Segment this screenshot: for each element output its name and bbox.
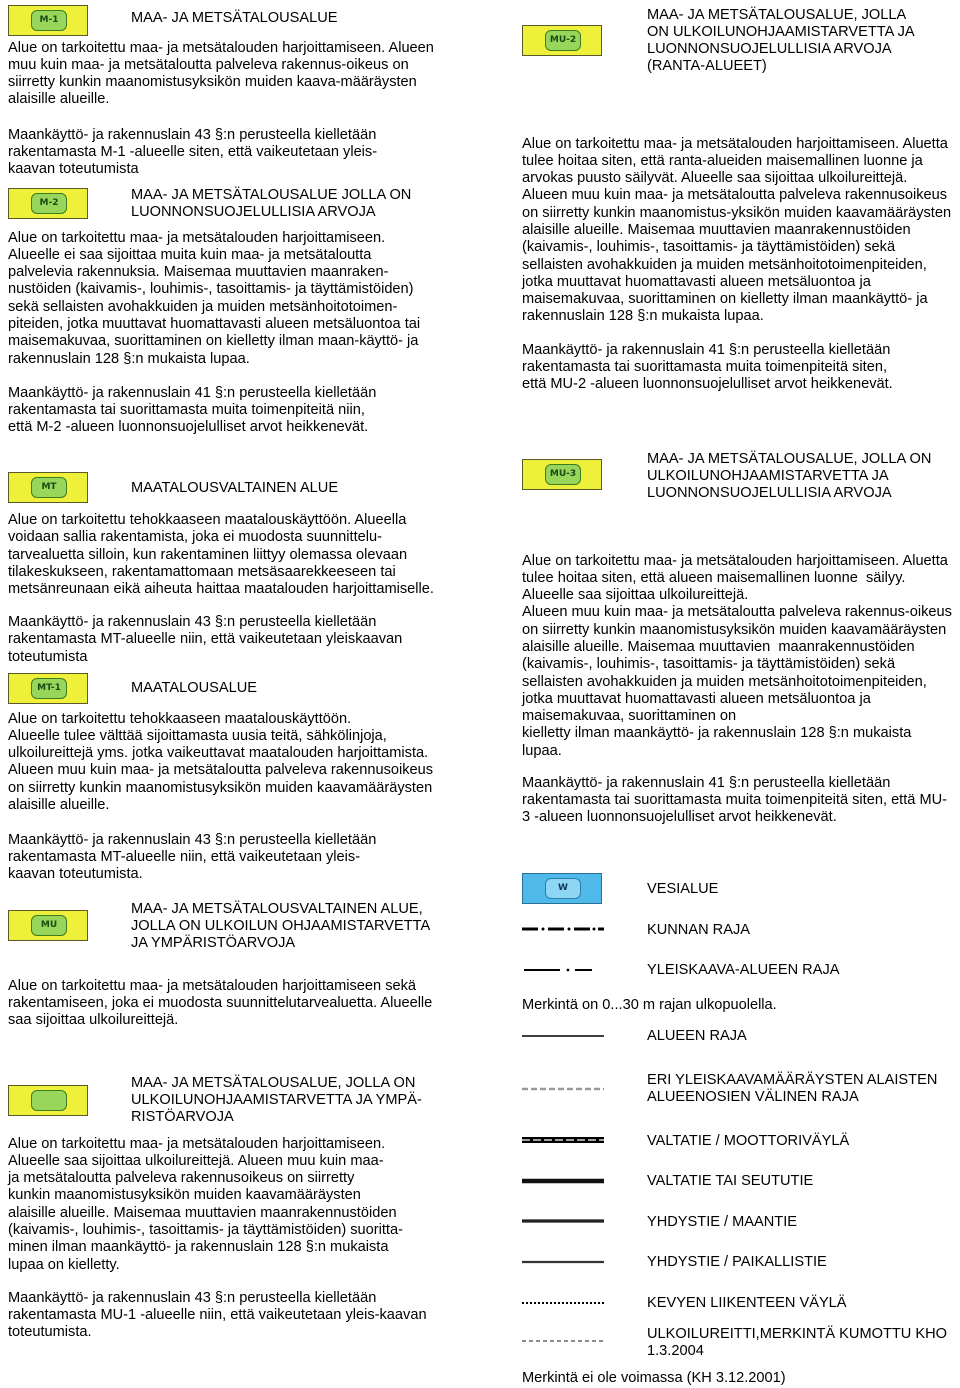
legend-label-main-road: VALTATIE TAI SEUTUTIE: [647, 1172, 814, 1189]
motorway-line-icon: [520, 1134, 606, 1146]
zone-title-mu-1: MAA- JA METSÄTALOUSALUE, JOLLA ON ULKOILUNOHJAAMISTARVETTA JA YMPÄ- RISTÖARVOJA: [131, 1074, 422, 1126]
thick-road-line-icon: [520, 1175, 606, 1187]
zone-description-mt-1: Alue on tarkoitettu tehokkaaseen maatalouskäyttöön. Alueelle tulee välttää sijoittamasta uusia teitä, sähkölinjoja, ulkoilureittejä yms. jotka vaikeuttavat maatalouden harjoittamista. Alueen muu kuin maa- ja metsätaloutta palveleva rakennusoikeus on siirretty kunkin maanomistusyksikön muiden kaavamääräysten alaisille alueille.: [8, 710, 434, 813]
gray-dashed-line-icon: [520, 1083, 606, 1095]
badge-label: MU-2: [545, 30, 581, 51]
zone-title-m-1: MAA- JA METSÄTALOUSALUE: [131, 9, 338, 26]
zone-title-mu-3: MAA- JA METSÄTALOUSALUE, JOLLA ON ULKOILUNOHJAAMISTARVETTA JA LUONNONSUOJELULLISIA ARVOJA: [647, 450, 932, 502]
zone-regulation-mu-1: Maankäyttö- ja rakennuslain 43 §:n perusteella kielletään rakentamasta MU-1 -alueelle niin, että vaikeutetaan yleis-kaavan toteutumista.: [8, 1289, 427, 1341]
badge-mt: [8, 472, 88, 503]
zone-title-mu-2: MAA- JA METSÄTALOUSALUE, JOLLA ON ULKOILUNOHJAAMISTARVETTA JA LUONNONSUOJELULLISIA ARVOJA (RANTA-ALUEET): [647, 6, 915, 75]
badge-m-2: [8, 188, 88, 219]
dash-dot-line-icon: [520, 923, 606, 935]
zone-regulation-m-1: Maankäyttö- ja rakennuslain 43 §:n perusteella kielletään rakentamasta M-1 -alueelle siten, että vaikeutetaan yleis- kaavan toteutumista: [8, 126, 378, 178]
badge-label: M-2: [31, 193, 67, 214]
legend-label-municipal-border: KUNNAN RAJA: [647, 921, 750, 938]
legend-label-motorway: VALTATIE / MOOTTORIVÄYLÄ: [647, 1132, 850, 1149]
badge-mu: [8, 910, 88, 941]
badge-water-area: [522, 873, 602, 904]
badge-label: MU-3: [545, 464, 581, 485]
legend-label-local-road: YHDYSTIE / PAIKALLISTIE: [647, 1253, 827, 1270]
badge-label: [31, 1090, 67, 1111]
medium-road-line-icon: [520, 1215, 606, 1227]
zone-description-m-1: Alue on tarkoitettu maa- ja metsätalouden harjoittamiseen. Alueen muu kuin maa- ja metsätaloutta palveleva rakennus-oikeus on siirretty kunkin maanomistusyksikön muiden kaava-määräysten alaisille alueille.: [8, 39, 434, 108]
legend-label-outdoor-trail: ULKOILUREITTI,MERKINTÄ KUMOTTU KHO 1.3.2004: [647, 1325, 948, 1359]
legend-note-trail: Merkintä ei ole voimassa (KH 3.12.2001): [522, 1369, 786, 1386]
zone-regulation-mt-1: Maankäyttö- ja rakennuslain 43 §:n perusteella kielletään rakentamasta MT-alueelle niin, että vaikeutetaan yleis- kaavan toteutumista.: [8, 831, 377, 883]
dashed-trail-line-icon: [520, 1335, 606, 1347]
solid-thin-line-icon: [520, 1030, 606, 1042]
legend-note-boundary: Merkintä on 0...30 m rajan ulkopuolella.: [522, 996, 777, 1013]
zone-title-mt-1: MAATALOUSALUE: [131, 679, 257, 696]
zone-regulation-m-2: Maankäyttö- ja rakennuslain 41 §:n perusteella kielletään rakentamasta tai suorittamasta muita toimenpiteitä niin, että M-2 -alueen luonnonsuojelulliset arvot heikkenevät.: [8, 384, 377, 436]
badge-mt-1: [8, 673, 88, 704]
badge-label: MT-1: [31, 678, 67, 699]
zone-description-mu: Alue on tarkoitettu maa- ja metsätalouden harjoittamiseen sekä rakentamiseen, joka ei muodosta suunnittelutarvealuetta. Alueelle saa sijoittaa ulkoilureittejä.: [8, 977, 433, 1029]
zone-description-mu-3: Alue on tarkoitettu maa- ja metsätalouden harjoittamiseen. Aluetta tulee hoitaa siten, että alueen maisemallinen luonne säilyy. Alueelle saa sijoittaa ulkoilureittejä. Alueen muu kuin maa- ja metsätaloutta palveleva rakennus-oikeus on siirretty kunkin maanomistusyksikön muiden kaavamääräysten alaisille alueille. Maisemaa muuttavien maanrakennustöiden (kaivamis-, louhimis-, tasoittamis- ja täyttämistöiden) sekä sellaisten avohakkuiden ja muiden metsänhoitotoimenpiteiden, jotka muuttavat huomattavasti alueen metsäluontoa ja maisemakuvaa, suorittaminen on kielletty ilman maankäyttö- ja rakennuslain 128 §:n mukaista lupaa.: [522, 552, 952, 759]
badge-mu-3: [522, 459, 602, 490]
dash-dot-short-line-icon: [520, 964, 606, 976]
legend-label-regulation-border: ERI YLEISKAAVAMÄÄRÄYSTEN ALAISTEN ALUEENOSIEN VÄLINEN RAJA: [647, 1071, 938, 1105]
legend-label-connecting-road: YHDYSTIE / MAANTIE: [647, 1213, 798, 1230]
zone-regulation-mu-2: Maankäyttö- ja rakennuslain 41 §:n perusteella kielletään rakentamasta tai suorittamasta muita toimenpiteitä siten, että MU-2 -alueen luonnonsuojelulliset arvot heikkenevät.: [522, 341, 893, 393]
zone-description-mt: Alue on tarkoitettu tehokkaaseen maatalouskäyttöön. Alueella voidaan sallia rakentamista, joka ei muodosta suunnittelu- tarvealuetta silloin, kun rakentaminen liittyy olemassa olevaan tilakeskukseen, rakentamattomaan metsäsaarekkeeseen tai metsänreunaan eikä aiheuta haittaa maatalouden harjoittamiselle.: [8, 512, 434, 598]
zone-description-mu-2: Alue on tarkoitettu maa- ja metsätalouden harjoittamiseen. Aluetta tulee hoitaa siten, että ranta-alueiden maisemallinen luonne ja arvokas puusto säilyvät. Alueelle saa sijoittaa ulkoilureittejä. Alueen muu kuin maa- ja metsätaloutta palveleva rakennusoikeus on siirretty kunkin maanomistus-yksikön muiden kaavamääräysten alaisille alueille. Maisemaa muuttavien maanrakennustöiden (kaivamis-, louhimis-, tasoittamis- ja täyttämistöiden) sekä sellaisten avohakkuiden ja muiden metsänhoitotoimenpiteiden, jotka muuttavat huomattavasti alueen metsäluontoa ja maisemakuvaa, suorittaminen on kielletty ilman maankäyttö- ja rakennuslain 128 §:n mukaista lupaa.: [522, 135, 952, 325]
badge-mu-2: [522, 25, 602, 56]
legend-label-light-traffic-route: KEVYEN LIIKENTEEN VÄYLÄ: [647, 1294, 847, 1311]
zone-description-mu-1: Alue on tarkoitettu maa- ja metsätalouden harjoittamiseen. Alueelle saa sijoittaa ulkoilureittejä. Alueen muu kuin maa- ja metsätaloutta palveleva rakennusoikeus on siirretty kunkin maanomistusyksikön muiden kaavamääräysten alaisille alueille. Maisemaa muuttavien maanrakennustöiden (kaivamis-, louhimis-, tasoittamis- ja täyttämistöiden) suoritta- minen ilman maankäyttö- ja rakennuslain 128 §:n mukaista lupaa on kielletty.: [8, 1135, 403, 1273]
zone-regulation-mu-3: Maankäyttö- ja rakennuslain 41 §:n perusteella kielletään rakentamasta tai suorittamasta muita toimenpiteitä siten, että MU- 3 -alueen luonnonsuojelulliset arvot heikkenevät.: [522, 774, 948, 826]
legend-label-area-border: ALUEEN RAJA: [647, 1027, 747, 1044]
badge-label: W: [545, 878, 581, 899]
legend-label-water-area: VESIALUE: [647, 880, 719, 897]
zone-title-m-2: MAA- JA METSÄTALOUSALUE JOLLA ON LUONNONSUOJELULLISIA ARVOJA: [131, 186, 412, 220]
badge-m-1: [8, 5, 88, 36]
zone-title-mu: MAA- JA METSÄTALOUSVALTAINEN ALUE, JOLLA ON ULKOILUN OHJAAMISTARVETTA JA YMPÄRISTÖARVOJA: [131, 900, 431, 952]
badge-label: MT: [31, 477, 67, 498]
badge-mu-1: [8, 1085, 88, 1116]
thin-road-line-icon: [520, 1256, 606, 1268]
badge-label: MU: [31, 915, 67, 936]
zone-title-mt: MAATALOUSVALTAINEN ALUE: [131, 480, 339, 496]
legend-label-plan-area-border: YLEISKAAVA-ALUEEN RAJA: [647, 961, 840, 978]
zone-description-m-2: Alue on tarkoitettu maa- ja metsätalouden harjoittamiseen. Alueelle ei saa sijoittaa muita kuin maa- ja metsätaloutta palvelevia rakennuksia. Maisemaa muuttavien maanraken- nustöiden (kaivamis-, louhimis-, tasoittamis- ja täyttämistöiden) sekä sellaisten avohakkuiden ja muiden metsänhoitotoimen- piteiden, jotka muuttavat huomattavasti alueen metsäluontoa tai maisemakuvaa, suorittaminen on kielletty ilman maan-käyttö- ja rakennuslain 128 §:n mukaista lupaa.: [8, 229, 421, 367]
badge-label: M-1: [31, 10, 67, 31]
dotted-line-icon: [520, 1297, 606, 1309]
zone-regulation-mt: Maankäyttö- ja rakennuslain 43 §:n perusteella kielletään rakentamasta MT-alueelle niin, että vaikeutetaan yleiskaavan toteutumista: [8, 614, 403, 665]
